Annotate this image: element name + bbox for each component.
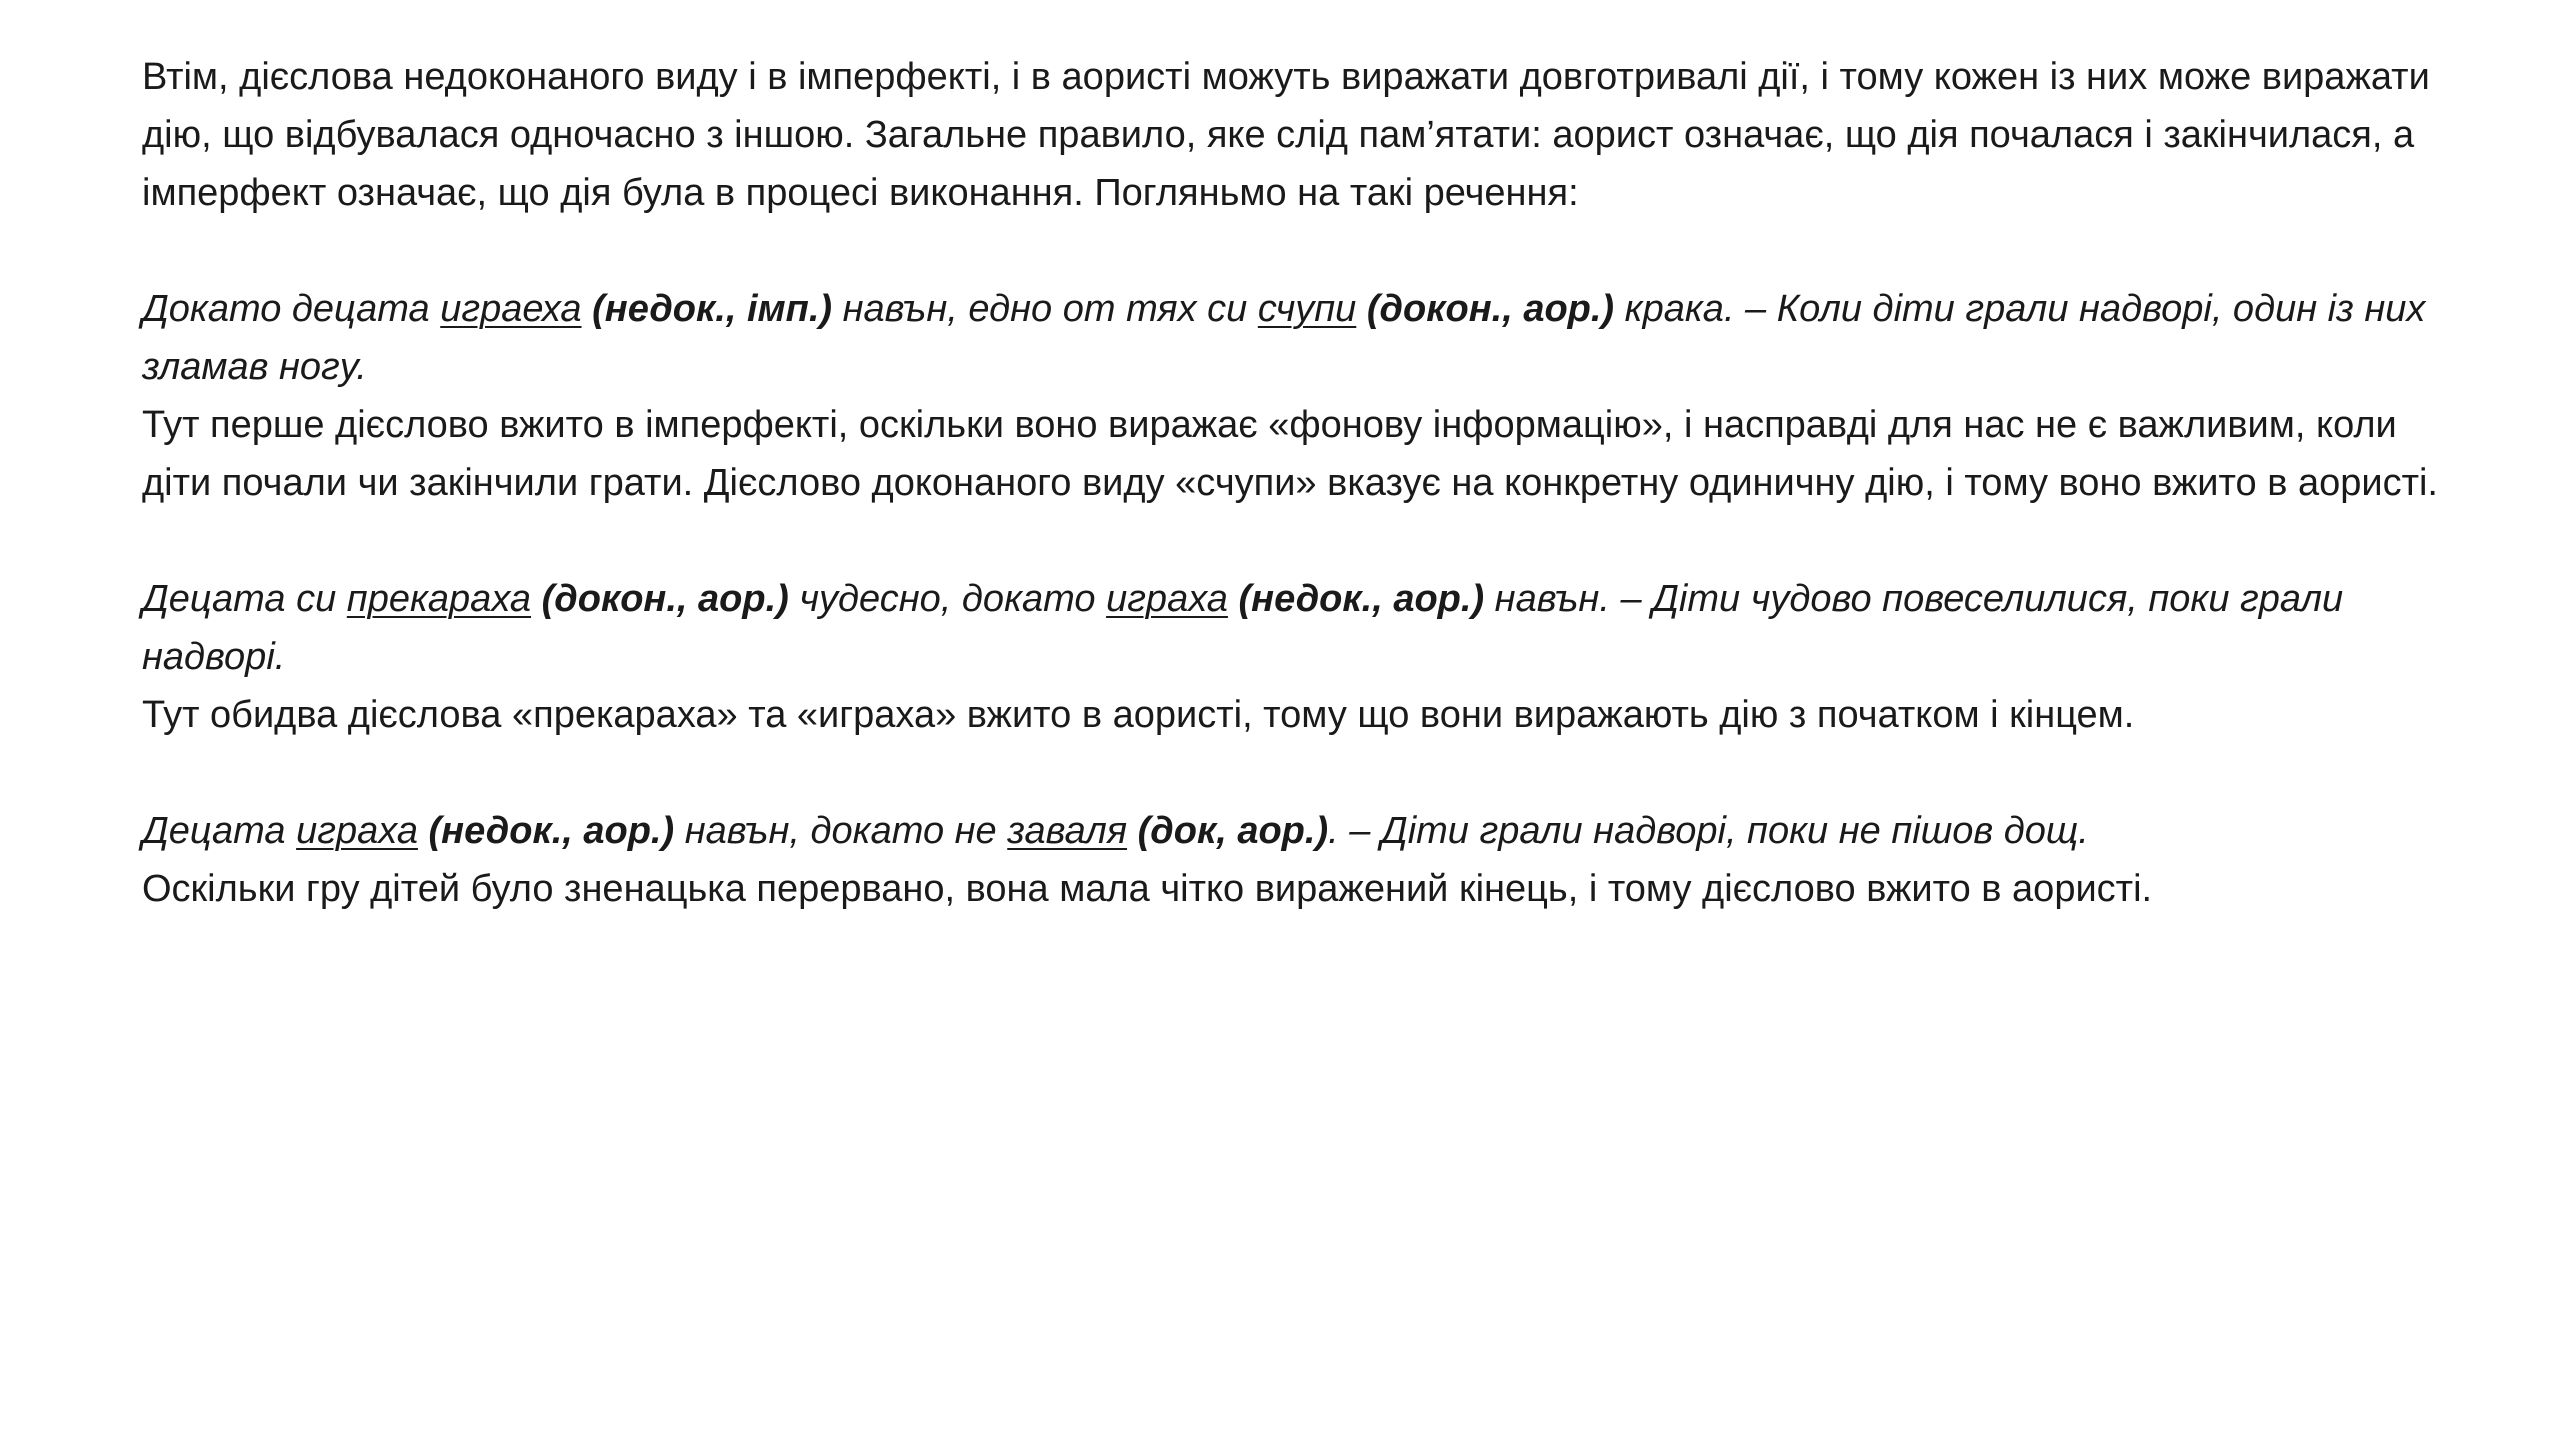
example-text: навън, едно от тях си <box>832 288 1258 330</box>
intro-paragraph: Втім, дієслова недоконаного виду і в імперфекті, і в аористі можуть виражати довготривалі дії, і тому кожен із них може виражати дію, що відбувалася одночасно з іншою. Загальне правило, яке слід пам’ятати: аорист означає, що дія почалася і закінчилася, а імперфект означає, що дія була в процесі виконання. Погляньмо на такі речення: <box>142 56 2430 214</box>
example-text: . – Діти грали надворі, поки не пішов дощ. <box>1328 810 2089 852</box>
underlined-verb: играеха <box>440 288 582 330</box>
explanation-paragraph-1: Тут перше дієслово вжито в імперфекті, оскільки воно виражає «фонову інформацію», і насправді для нас не є важливим, коли діти почали чи закінчили грати. Дієслово доконаного виду «счупи» вказує на конкретну одиничну дію, і тому воно вжито в аористі. <box>142 404 2438 504</box>
underlined-verb: прекараха <box>346 578 532 620</box>
slide-body <box>142 48 2472 918</box>
example-text: чудесно, докато <box>788 578 1107 620</box>
spacer <box>142 744 2472 802</box>
grammar-tag: (докон., аор.) <box>1366 288 1615 330</box>
explanation-paragraph-3: Оскільки гру дітей було зненацька перервано, вона мала чітко виражений кінець, і тому дієслово вжито в аористі. <box>142 868 2153 910</box>
underlined-verb: играха <box>1106 578 1228 620</box>
example-text: крака. – Коли діти грали надворі, один із них зламав ногу. <box>142 288 2426 388</box>
grammar-tag: (недок., імп.) <box>592 288 833 330</box>
example-text: навън. – Діти чудово повеселилися, поки грали надворі. <box>142 578 2344 678</box>
example-sentence-3 <box>142 802 2472 860</box>
explanation-paragraph-2: Тут обидва дієслова «прекараха» та «играха» вжито в аористі, тому що вони виражають дію з початком і кінцем. <box>142 694 2135 736</box>
spacer <box>142 222 2472 280</box>
example-sentence-2 <box>142 570 2472 686</box>
example-sentence-1 <box>142 280 2472 396</box>
spacer <box>142 512 2472 570</box>
example-text: Докато децата <box>142 288 441 330</box>
example-text: навън, докато не <box>674 810 1008 852</box>
grammar-tag: (док, аор.) <box>1137 810 1329 852</box>
example-text: Децата си <box>142 578 347 620</box>
underlined-verb: счупи <box>1257 288 1357 330</box>
example-text: Децата <box>142 810 297 852</box>
underlined-verb: играха <box>296 810 418 852</box>
grammar-tag: (недок., аор.) <box>428 810 675 852</box>
grammar-tag: (недок., аор.) <box>1238 578 1485 620</box>
grammar-tag: (докон., аор.) <box>541 578 789 620</box>
underlined-verb: заваля <box>1007 810 1128 852</box>
